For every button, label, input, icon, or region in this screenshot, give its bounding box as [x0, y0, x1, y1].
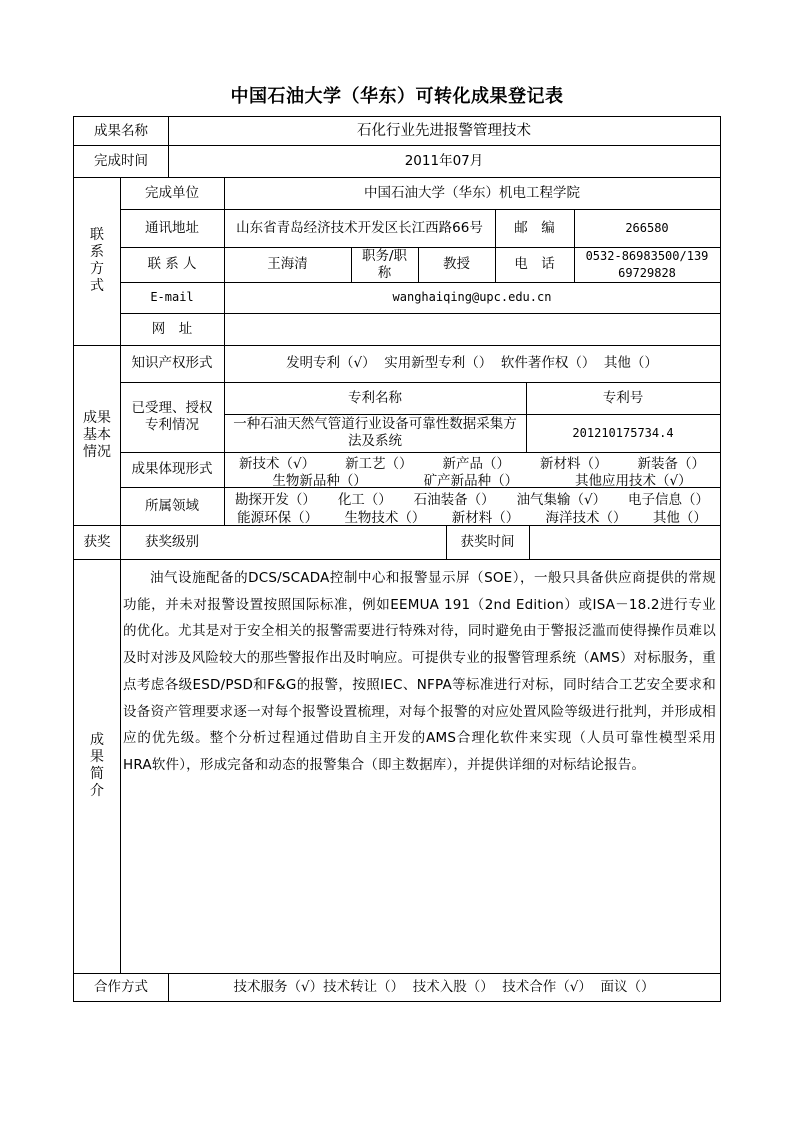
- award-time-label: 获奖时间: [460, 533, 515, 550]
- form-label: 成果体现形式: [131, 461, 213, 477]
- field-option: 其他（）: [652, 509, 707, 526]
- form-option: 新装备（）: [637, 455, 705, 472]
- contact-person-value: 王海清: [267, 256, 308, 272]
- field-option: 海洋技术（）: [545, 509, 627, 526]
- result-name-label: 成果名称: [94, 122, 148, 139]
- award-label: 获奖: [83, 533, 111, 550]
- postcode-label: 邮 编: [514, 219, 555, 236]
- unit-label: 完成单位: [145, 184, 199, 201]
- form-option: 新工艺（）: [345, 455, 413, 472]
- unit-value: 中国石油大学（华东）机电工程学院: [364, 184, 580, 201]
- award-level-label: 获奖级别: [145, 533, 199, 550]
- result-name: 石化行业先进报警管理技术: [357, 122, 531, 139]
- field-option: 石油装备（）: [413, 491, 495, 508]
- form-options-row-2: [244, 470, 720, 487]
- address-label: 通讯地址: [145, 219, 199, 236]
- field-option: 化工（）: [337, 491, 392, 508]
- cooperation-label: 合作方式: [94, 978, 148, 995]
- summary-text: 油气设施配备的DCS/SCADA控制中心和报警显示屏（SOE），一般只具备供应商提供的常规功能，并未对报警设置按照国际标准，例如EEMUA 191（2nd Edition）或ISA－18.2进行专业的优化。尤其是对于安全相关的报警需要进行特殊对待，同时避免由于警报泛滥而使得操作员难以及时对涉及风险较大的那些警报作出及时响应。可提供专业的报警管理系统（AMS）对标服务，重点考虑各级ESD/PSD和F&G的报警，按照IEC、NFPA等标准进行对标，同时结合工艺安全要求和设备资产管理要求逐一对每个报警设置梳理，对每个报警的对应处置风险等级进行批判，并形成相应的优先级。整个分析过程通过借助自主开发的AMS合理化软件来实现（人员可靠性模型采用HRA软件），形成完备和动态的报警集合（即主数据库），并提供详细的对标结论报告。: [123, 570, 716, 773]
- email-value: wanghaiqing@upc.edu.cn: [392, 290, 552, 304]
- form-option: 新产品（）: [442, 455, 511, 472]
- page-title: 中国石油大学（华东）可转化成果登记表: [230, 86, 564, 107]
- form-options-row-1: [224, 453, 720, 470]
- patent-no-header: 专利号: [602, 389, 644, 406]
- contact-section-label: 联系方式: [90, 227, 104, 294]
- award-time-value: [529, 525, 720, 559]
- form-option: 矿产新品种（）: [423, 472, 519, 489]
- form-option: 生物新品种（）: [272, 472, 367, 489]
- field-options-row-2: [224, 507, 720, 524]
- website-label: 网 址: [151, 320, 193, 337]
- field-option: 能源环保（）: [237, 509, 319, 526]
- position-label: 职务/职称: [361, 247, 408, 281]
- completion-time-label: 完成时间: [94, 152, 148, 169]
- patent-status-label: 已受理、授权专利情况: [131, 400, 213, 433]
- phone-label: 电 话: [514, 256, 555, 272]
- field-label: 所属领域: [145, 497, 199, 514]
- award-level-value: [224, 525, 446, 559]
- ip-form-label: 知识产权形式: [131, 355, 213, 371]
- patent-no: 201210175734.4: [572, 425, 674, 440]
- field-options-row-1: [224, 489, 720, 506]
- field-option: 勘探开发（）: [234, 491, 316, 508]
- form-option: 新技术（√）: [238, 455, 316, 472]
- field-option: 生物技术（）: [344, 509, 426, 526]
- registration-form-table: [73, 116, 721, 1002]
- field-option: 电子信息（）: [628, 491, 710, 508]
- form-option: 新材料（）: [540, 455, 608, 472]
- email-label: E-mail: [150, 290, 194, 304]
- position-value: 教授: [443, 256, 470, 272]
- field-option: 油气集输（√）: [516, 491, 607, 508]
- website-value: [224, 313, 720, 345]
- ip-form-options: 发明专利（√） 实用新型专利（） 软件著作权（） 其他（）: [286, 355, 658, 371]
- address-value: 山东省青岛经济技术开发区长江西路66号: [236, 219, 483, 236]
- form-option: 其他应用技术（√）: [574, 472, 692, 489]
- patent-name-header: 专利名称: [348, 389, 402, 406]
- phone-value: 0532-86983500/13969729828: [585, 248, 709, 280]
- summary-label: 成果简介: [90, 732, 104, 799]
- contact-person-label: 联 系 人: [147, 256, 197, 272]
- completion-time: 2011年07月: [404, 152, 484, 169]
- cooperation-options: 技术服务（√）技术转让（） 技术入股（） 技术合作（√） 面议（）: [233, 978, 655, 995]
- patent-name: 一种石油天然气管道行业设备可靠性数据采集方法及系统: [233, 416, 517, 449]
- basics-section-label: 成果基本情况: [83, 409, 111, 460]
- postcode-value: 266580: [625, 220, 669, 235]
- field-option: 新材料（）: [451, 509, 520, 526]
